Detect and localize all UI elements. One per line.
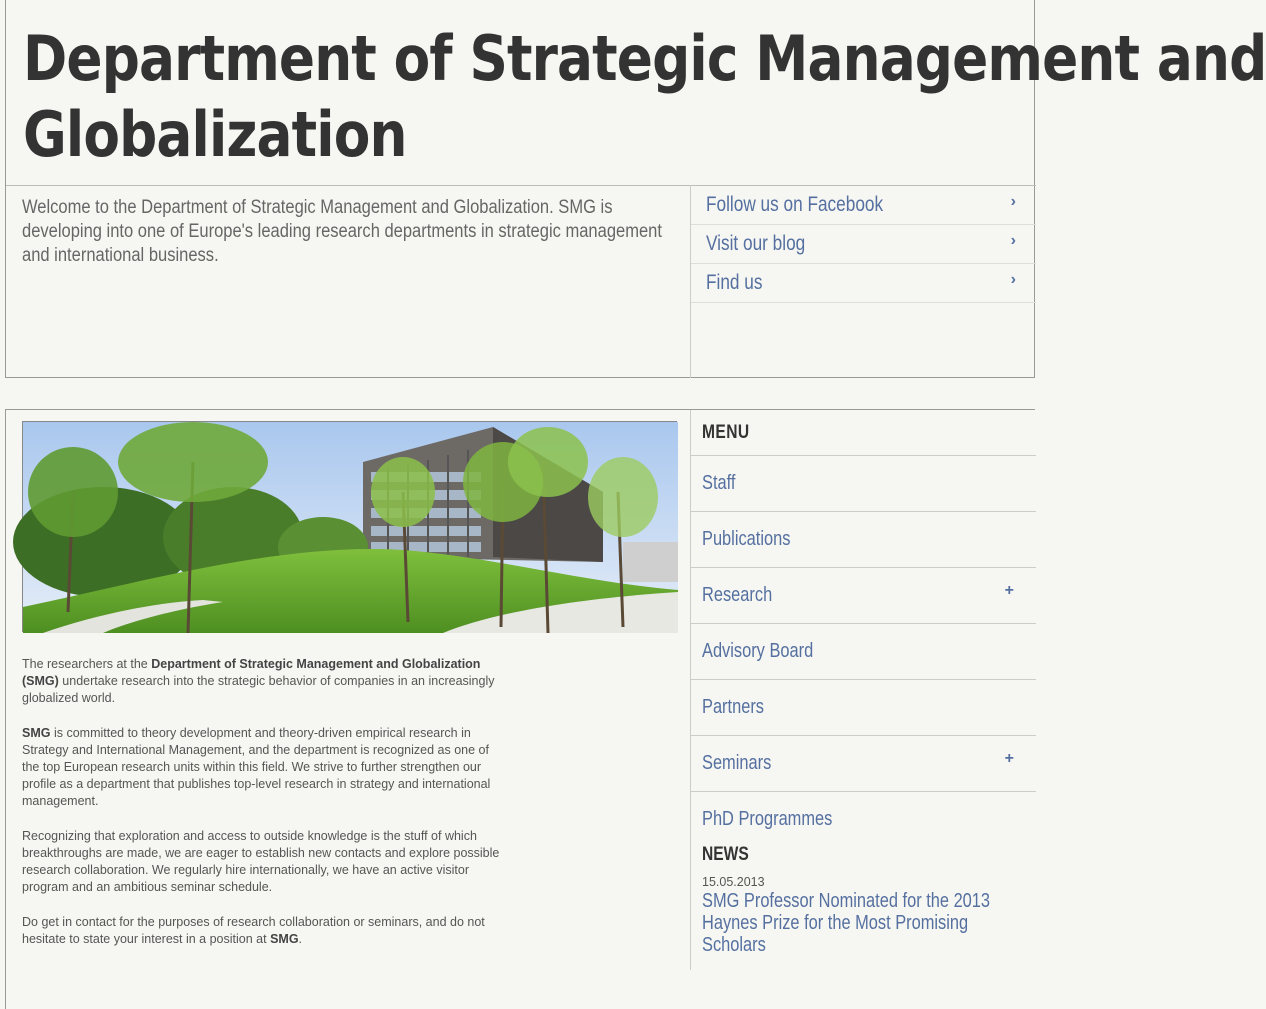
blog-link[interactable] (691, 225, 1036, 264)
chevron-right-icon: › (1010, 232, 1016, 249)
menu-item-label: Staff (702, 472, 736, 494)
menu-item-seminars[interactable] (691, 736, 1036, 792)
sidebar (691, 410, 1036, 956)
page-title (23, 21, 1266, 173)
menu-item-label: PhD Programmes (702, 808, 833, 830)
expand-plus-icon[interactable]: + (1004, 750, 1014, 767)
menu-heading: MENU (691, 410, 1036, 456)
news-headline-link[interactable]: SMG Professor Nominated for the 2013 Haynes Prize for the Most Promising Scholars (702, 890, 991, 956)
header-panel (5, 0, 1266, 378)
menu-item-label: Publications (702, 528, 791, 550)
menu-item-phd-programmes[interactable] (691, 792, 1036, 842)
facebook-link[interactable] (691, 186, 1036, 225)
expand-plus-icon[interactable]: + (1004, 582, 1014, 599)
news-heading: NEWS (702, 844, 749, 865)
about-paragraph-3: Recognizing that exploration and access to outside knowledge is the stuff of which breakthroughs are made, we are eager to establish new contacts and explore possible research collaboration. We regularly hire internationally, we have an active visitor program and an ambitious seminar schedule. (22, 829, 500, 894)
menu-item-label: Partners (702, 696, 764, 718)
campus-photo (22, 421, 677, 632)
about-text (22, 656, 502, 966)
menu-item-advisory-board[interactable] (691, 624, 1036, 680)
menu-item-staff[interactable] (691, 456, 1036, 512)
menu-item-partners[interactable] (691, 680, 1036, 736)
about-paragraph-2: SMG is committed to theory development and theory-driven empirical research in Strategy and International Management, and the department is recognized as one of the top European research units within this field. We strive to further strengthen our profile as a department that publishes top-level research in strategy and international management. (22, 726, 491, 808)
intro-text: Welcome to the Department of Strategic Management and Globalization. SMG is developing into one of Europe's leading research departments in strategic management and international business. (22, 197, 662, 266)
menu-item-label: Seminars (702, 752, 772, 774)
main-panel (5, 409, 1035, 1009)
about-paragraph-1: The researchers at the Department of Strategic Management and Globalization (SMG) undertake research into the strategic behavior of companies in an increasingly globalized world. (22, 657, 495, 705)
find-us-link[interactable] (691, 264, 1036, 303)
chevron-right-icon: › (1010, 193, 1016, 210)
find-us-link-label: Find us (706, 271, 763, 294)
page-title-line-1: Department of Strategic Management and (23, 22, 1266, 95)
facebook-link-label: Follow us on Facebook (706, 193, 884, 216)
menu-item-research[interactable] (691, 568, 1036, 624)
about-paragraph-4: Do get in contact for the purposes of research collaboration or seminars, and do not hesitate to state your interest in a position at SMG. (22, 915, 485, 946)
page-title-line-2: Globalization (23, 98, 407, 171)
menu-item-label: Research (702, 584, 773, 606)
social-links (691, 186, 1036, 303)
menu-item-label: Advisory Board (702, 640, 814, 662)
news-date: 15.05.2013 (702, 875, 765, 889)
blog-link-label: Visit our blog (706, 232, 806, 255)
chevron-right-icon: › (1010, 271, 1016, 288)
menu-item-publications[interactable] (691, 512, 1036, 568)
